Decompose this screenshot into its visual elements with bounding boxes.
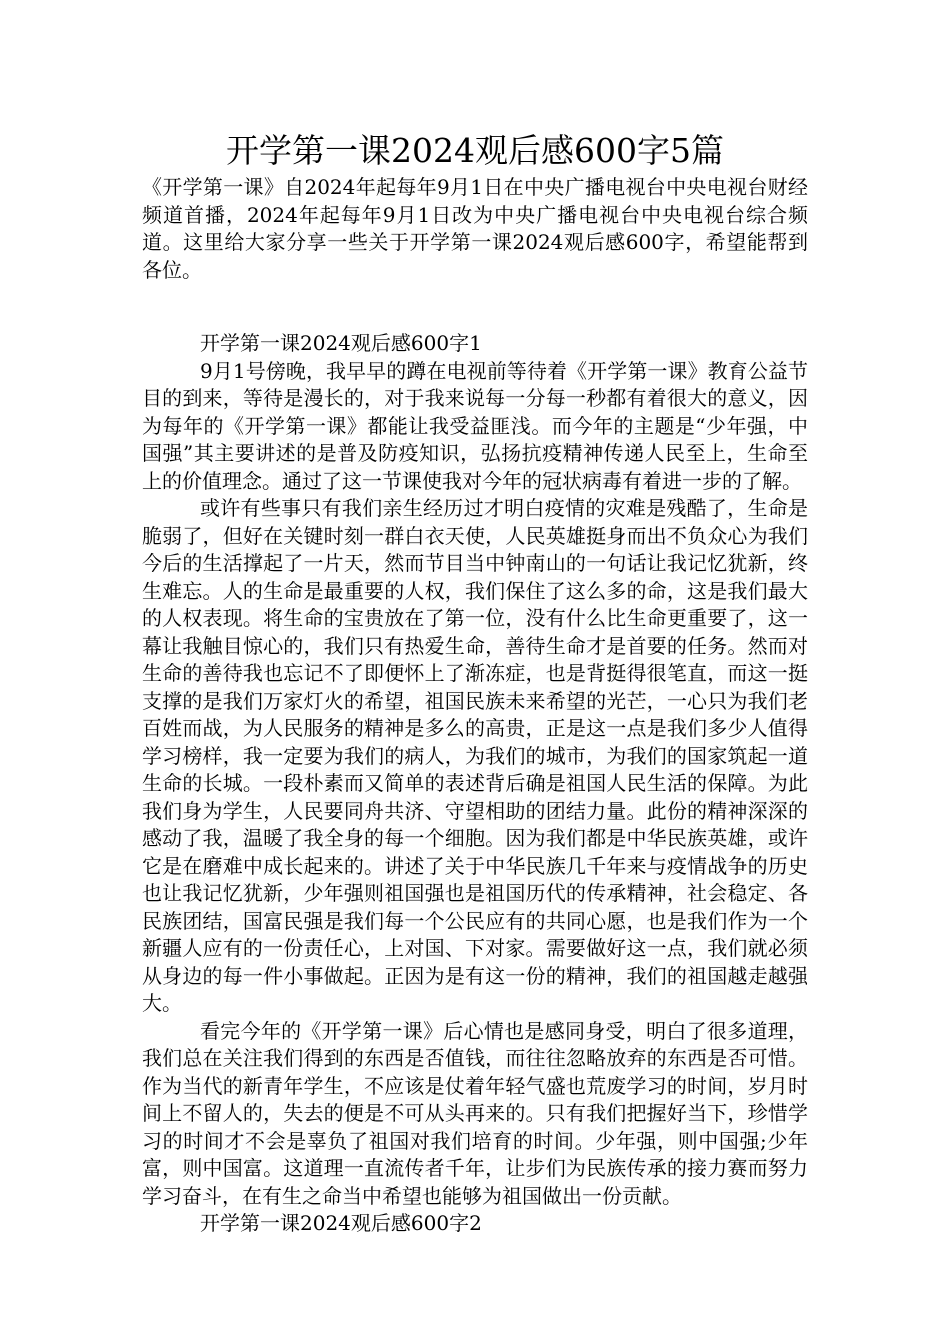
- section-heading-1: 开学第一课2024观后感600字1: [200, 331, 482, 355]
- intro-paragraph: 《开学第一课》自2024年起每年9月1日在中央广播电视台中央电视台财经频道首播，2024年起每年9月1日改为中央广播电视台中央电视台综合频道。这里给大家分享一些关于开学第一课2024观后感600字，希望能帮到各位。: [142, 175, 808, 282]
- document-title: 开学第一课2024观后感600字5篇: [226, 131, 724, 170]
- document-page: [142, 128, 808, 1238]
- body-paragraph-2: 或许有些事只有我们亲生经历过才明白疫情的灾难是残酷了，生命是脆弱了，但好在关键时刻一群白衣天使，人民英雄挺身而出不负众心为我们今后的生活撑起了一片天，然而节目当中钟南山的一句话让我记忆犹新，终生难忘。人的生命是最重要的人权，我们保住了这么多的命，这是我们最大的人权表现。将生命的宝贵放在了第一位，没有什么比生命更重要了，这一幕让我触目惊心的，我们只有热爱生命，善待生命才是首要的任务。然而对生命的善待我也忘记不了即便怀上了渐冻症，也是背挺得很笔直，而这一挺支撑的是我们万家灯火的希望，祖国民族未来希望的光芒，一心只为我们老百姓而战，为人民服务的精神是多么的高贵，正是这一点是我们多少人值得学习榜样，我一定要为我们的病人，为我们的城市，为我们的国家筑起一道生命的长城。一段朴素而又简单的表述背后确是祖国人民生活的保障。为此我们身为学生，人民要同舟共济、守望相助的团结力量。此份的精神深深的感动了我，温暖了我全身的每一个细胞。因为我们都是中华民族英雄，或许它是在磨难中成长起来的。讲述了关于中华民族几千年来与疫情战争的历史也让我记忆犹新，少年强则祖国强也是祖国历代的传承精神，社会稳定、各民族团结，国富民强是我们每一个公民应有的共同心愿，也是我们作为一个新疆人应有的一份责任心，上对国、下对家。需要做好这一点，我们就必须从身边的每一件小事做起。正因为是有这一份的精神，我们的祖国越走越强大。: [142, 496, 808, 1015]
- spacer: [142, 284, 808, 330]
- body-paragraph-3: 看完今年的《开学第一课》后心情也是感同身受，明白了很多道理，我们总在关注我们得到的东西是否值钱，而往往忽略放弃的东西是否可惜。作为当代的新青年学生，不应该是仗着年轻气盛也荒废学习的时间，岁月时间上不留人的，失去的便是不可从头再来的。只有我们把握好当下，珍惜学习的时间才不会是辜负了祖国对我们培育的时间。少年强，则中国强;少年富，则中国富。这道理一直流传者千年，让步们为民族传承的接力赛而努力学习奋斗，在有生之命当中希望也能够为祖国做出一份贡献。: [142, 1018, 808, 1208]
- body-paragraph-1: 9月1号傍晚，我早早的蹲在电视前等待着《开学第一课》教育公益节目的到来，等待是漫长的，对于我来说每一分每一秒都有着很大的意义，因为每年的《开学第一课》都能让我受益匪浅。而今年的主题是“少年强，中国强”其主要讲述的是普及防疫知识，弘扬抗疫精神传递人民至上，生命至上的价值理念。通过了这一节课使我对今年的冠状病毒有着进一步的了解。: [142, 358, 808, 493]
- section-heading-2: 开学第一课2024观后感600字2: [200, 1211, 482, 1235]
